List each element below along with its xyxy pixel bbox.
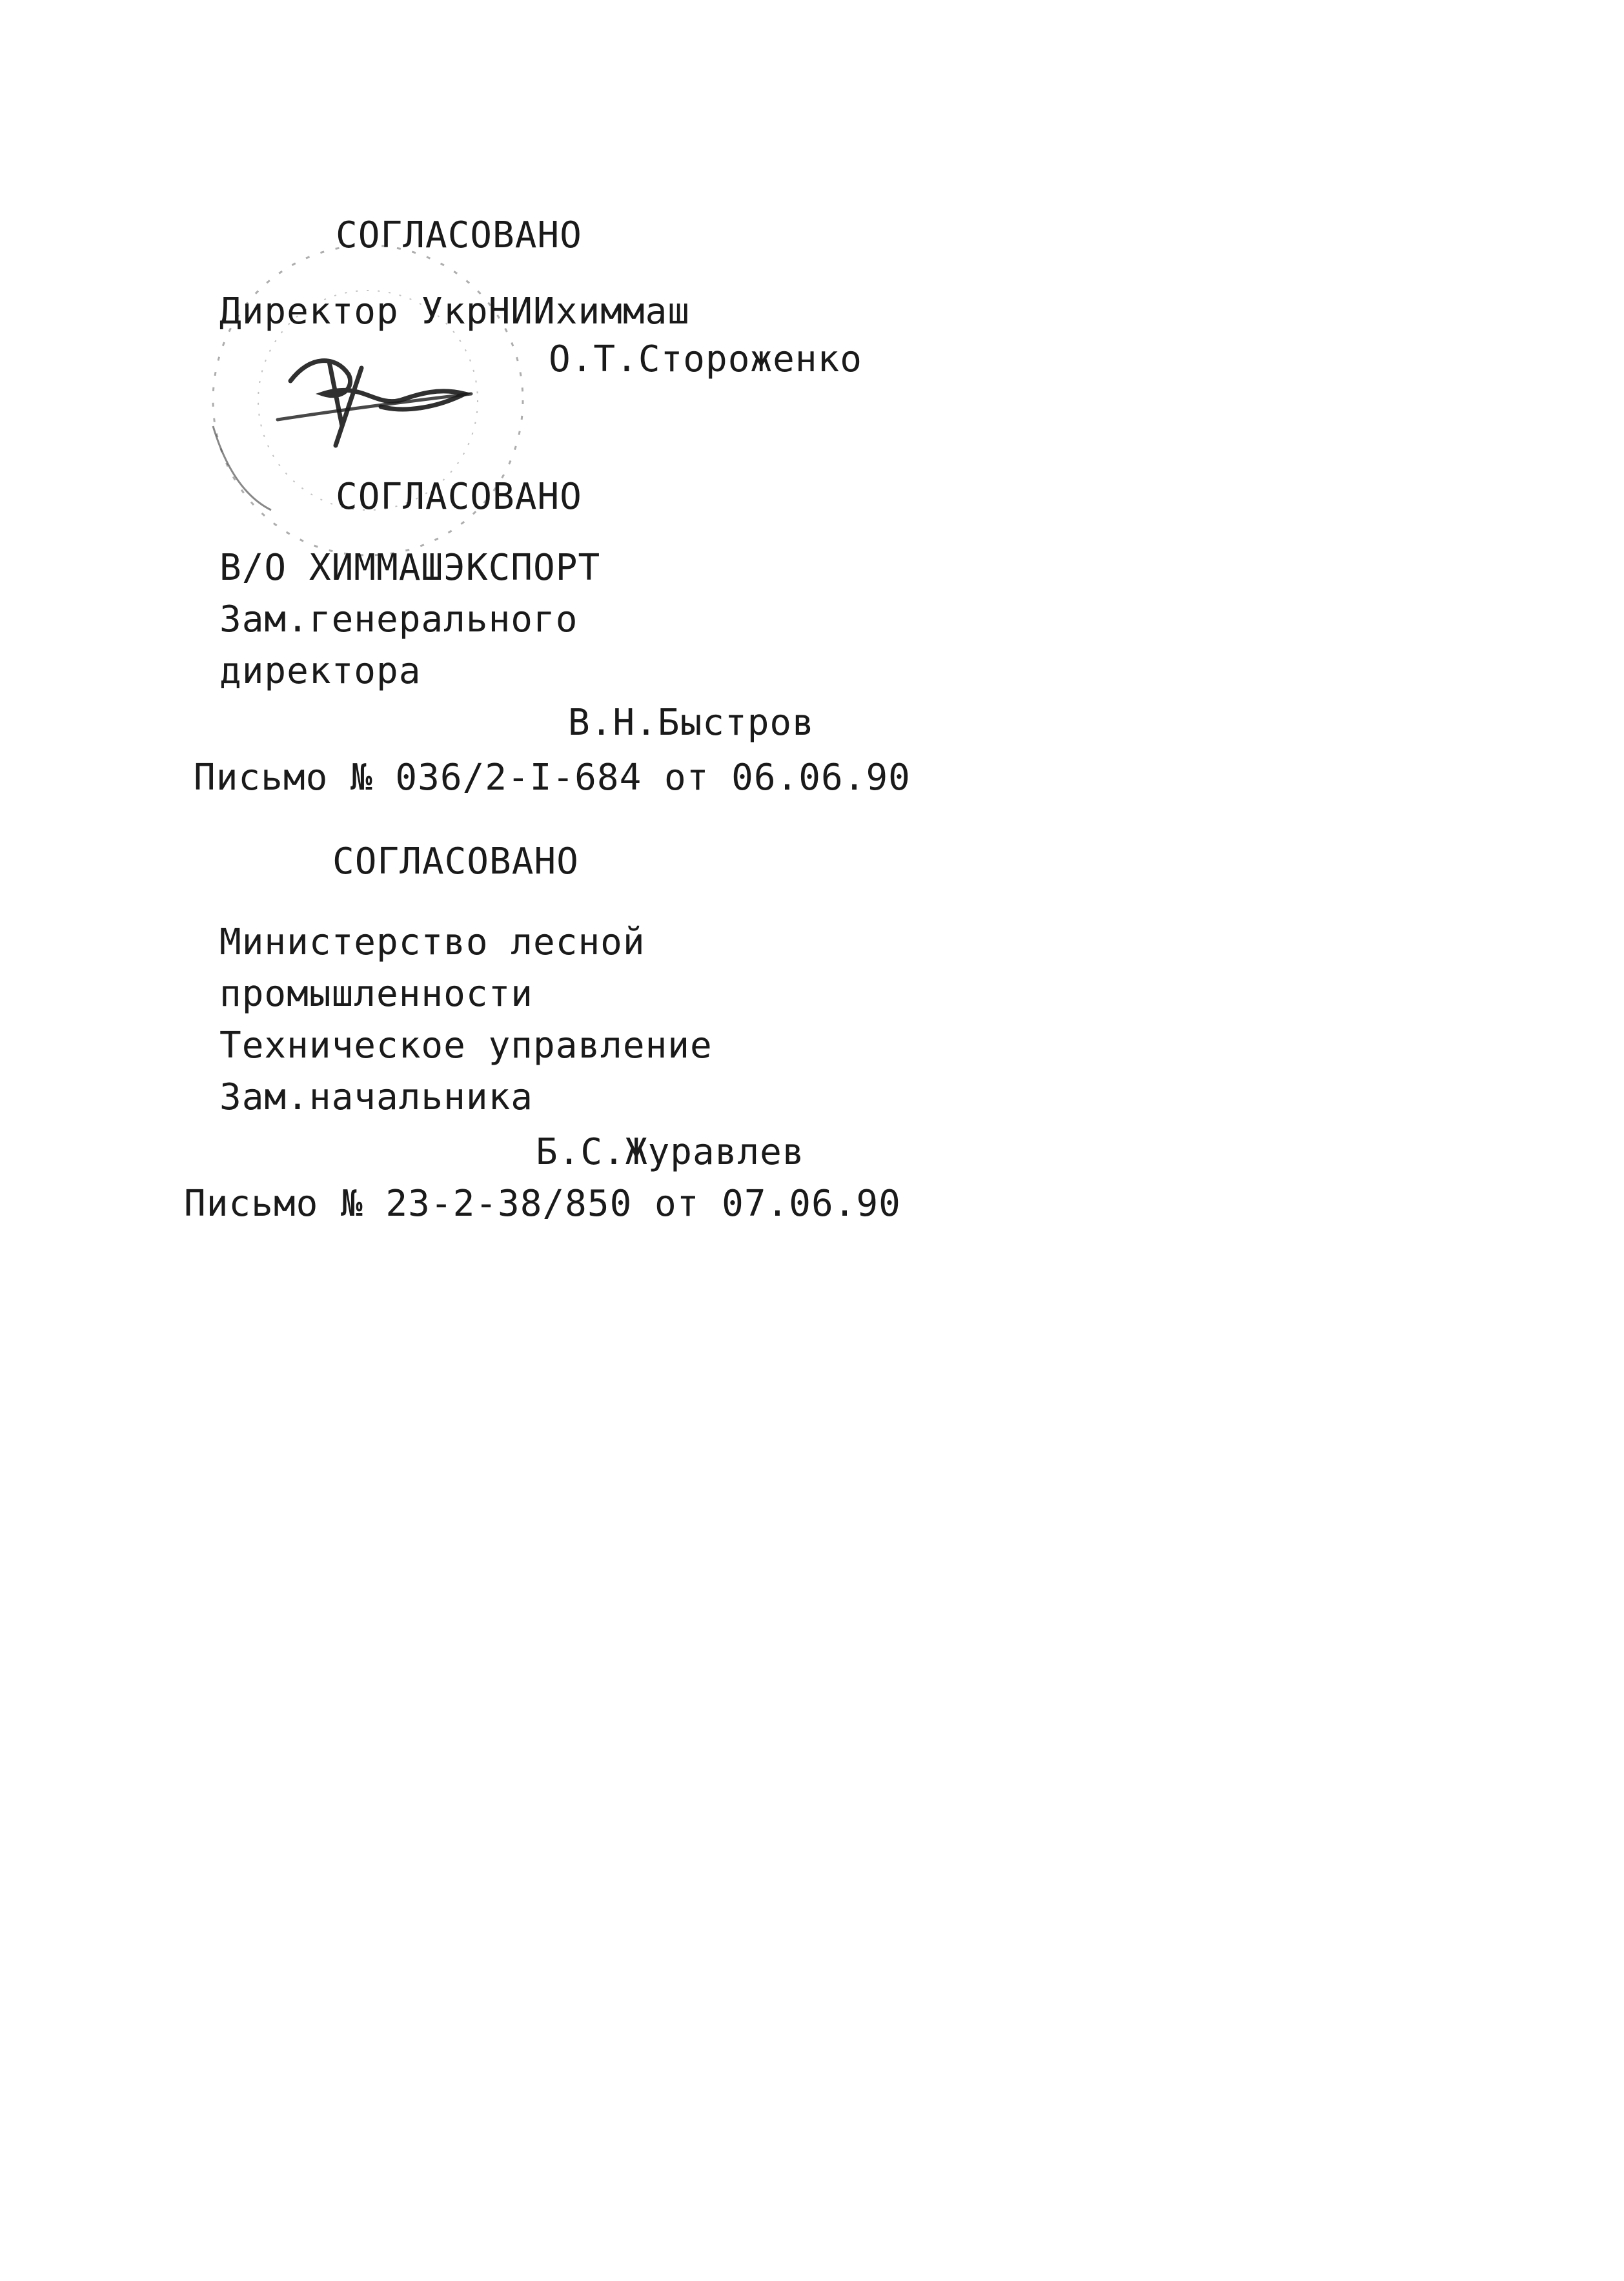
block3-letter-ref: Письмо № 23-2-38/850 от 07.06.90 (184, 1183, 901, 1225)
block3-heading: СОГЛАСОВАНО (332, 841, 579, 883)
block3-org-line1: Министерство лесной (219, 921, 645, 963)
block2-position-line2: директора (219, 650, 421, 692)
block1-signatory: О.Т.Стороженко (549, 338, 863, 380)
block3-position: Зам.начальника (219, 1076, 534, 1118)
block3-org-line2: промышленности (219, 973, 534, 1015)
block2-org-line: В/О ХИММАШЭКСПОРТ (219, 547, 601, 589)
block3-signatory: Б.С.Журавлев (536, 1131, 805, 1173)
block2-heading: СОГЛАСОВАНО (336, 476, 582, 518)
block1-heading: СОГЛАСОВАНО (336, 214, 582, 256)
block2-position-line1: Зам.генерального (219, 598, 578, 640)
block2-signatory: В.Н.Быстров (568, 702, 815, 744)
block2-letter-ref: Письмо № 036/2-I-684 от 06.06.90 (194, 757, 911, 799)
block3-org-line3: Техническое управление (219, 1025, 713, 1067)
handwritten-signature (290, 361, 465, 445)
block1-org-line: Директор УкрНИИхиммаш (219, 291, 691, 332)
stamp-left-arc (213, 426, 271, 510)
